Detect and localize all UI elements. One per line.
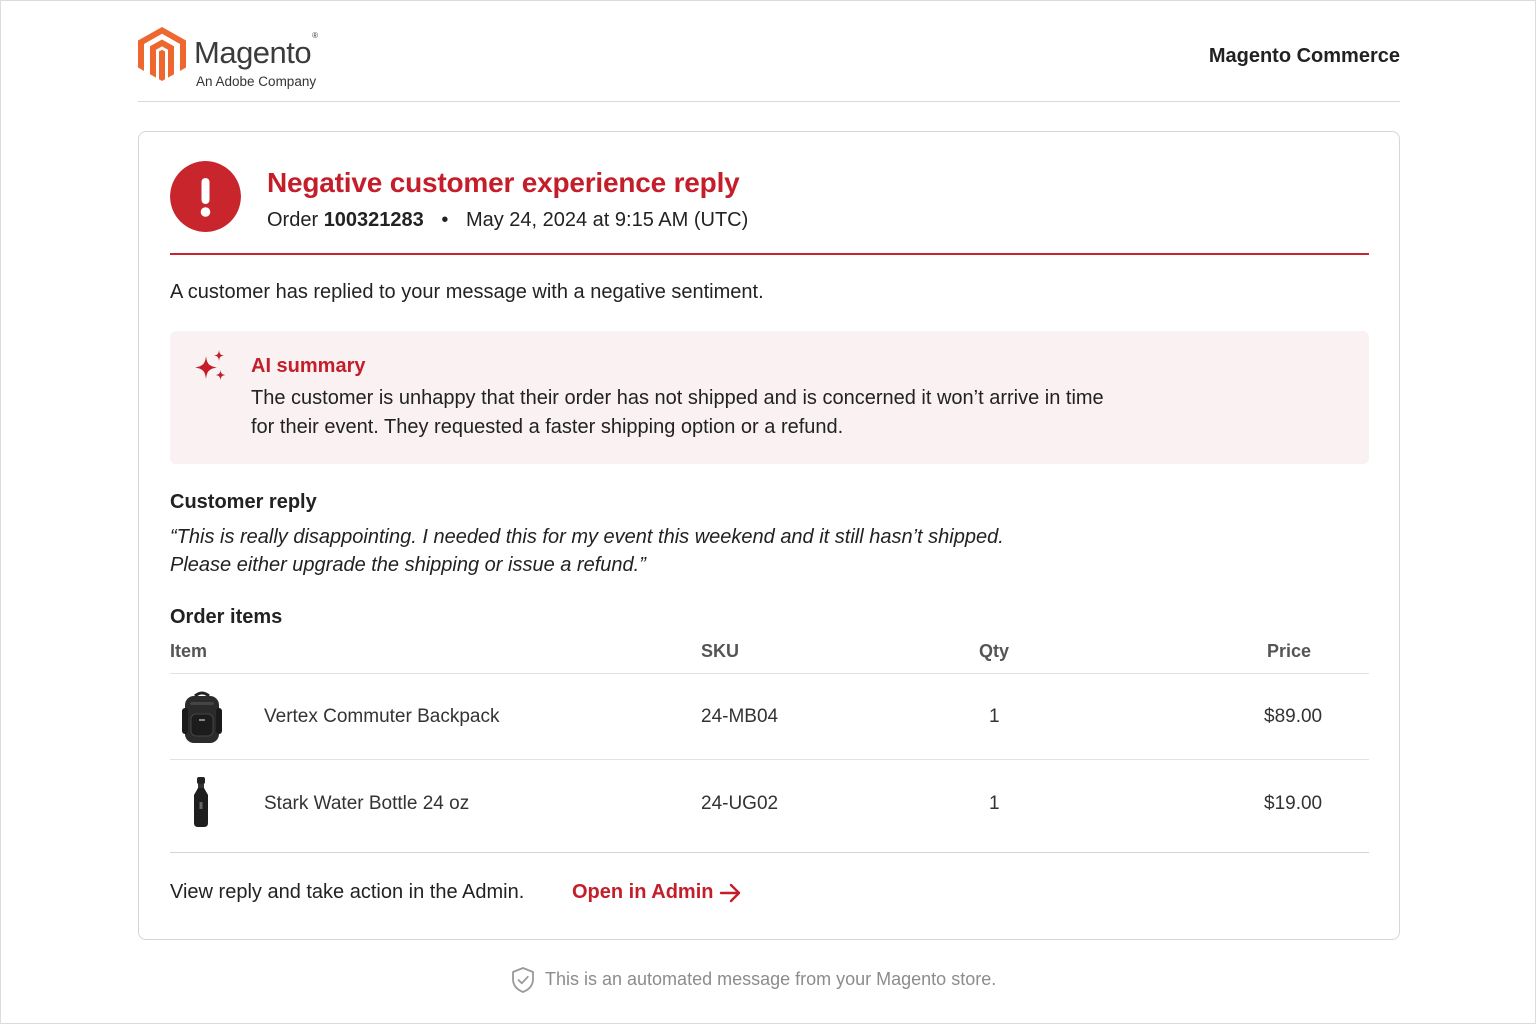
open-in-admin-link[interactable]: Open in Admin	[572, 881, 714, 903]
item-sku: 24-MB04	[701, 706, 779, 727]
item-qty: 1	[989, 793, 1000, 814]
backpack-icon	[181, 690, 223, 745]
automated-notice-text: This is an automated message from your Magento store.	[545, 969, 997, 989]
intro-text: A customer has replied to your message with a negative sentiment.	[170, 281, 764, 303]
magento-logo[interactable]	[138, 27, 338, 91]
item-sku: 24-UG02	[701, 793, 779, 814]
sparkle-icon	[192, 350, 228, 384]
order-label: Order	[267, 209, 319, 231]
order-items-title: Order items	[170, 606, 283, 628]
logo-tagline: An Adobe Company	[196, 74, 317, 89]
magento-logo-icon	[138, 27, 186, 81]
arrow-right-icon[interactable]	[719, 882, 743, 904]
separator-dot: •	[441, 209, 449, 231]
reply-line: Please either upgrade the shipping or issue a refund.”	[170, 554, 646, 576]
item-name: Vertex Commuter Backpack	[264, 706, 500, 727]
column-header-qty: Qty	[979, 641, 1010, 661]
column-header-item: Item	[170, 641, 208, 661]
row-divider	[170, 759, 1369, 760]
table-bottom-divider	[170, 852, 1369, 853]
ai-summary-title: AI summary	[251, 355, 366, 377]
table-header-divider	[170, 673, 1369, 674]
exclamation-icon	[170, 161, 241, 232]
item-qty: 1	[989, 706, 1000, 727]
item-name: Stark Water Bottle 24 oz	[264, 793, 470, 814]
notification-card	[138, 131, 1400, 940]
reply-line: “This is really disappointing. I needed this for my event this weekend and it still hasn’t shipped.	[170, 526, 1004, 548]
shield-check-icon	[511, 967, 535, 993]
logo-wordmark: Magento®	[194, 30, 318, 70]
order-meta	[267, 209, 748, 232]
customer-reply-text	[170, 523, 1170, 579]
customer-reply-title: Customer reply	[170, 491, 317, 513]
column-header-price: Price	[1267, 641, 1312, 661]
ai-summary-line: The customer is unhappy that their order has not shipped and is concerned it won’t arrive in time	[251, 387, 1104, 409]
item-price: $89.00	[1264, 706, 1323, 727]
ai-summary-text	[251, 384, 1191, 442]
order-number: 100321283	[323, 209, 424, 231]
ai-summary-line: for their event. They requested a faster shipping option or a refund.	[251, 416, 844, 438]
item-price: $19.00	[1264, 793, 1323, 814]
alert-title: Negative customer experience reply	[267, 167, 740, 198]
email-header	[138, 23, 1400, 102]
water-bottle-icon	[191, 777, 211, 827]
order-timestamp: May 24, 2024 at 9:15 AM (UTC)	[465, 209, 749, 231]
brand-name: Magento Commerce	[1208, 45, 1400, 67]
column-header-sku: SKU	[701, 641, 740, 661]
accent-divider	[170, 253, 1369, 255]
ai-summary-box	[170, 331, 1369, 464]
action-prompt: View reply and take action in the Admin.	[170, 881, 525, 903]
